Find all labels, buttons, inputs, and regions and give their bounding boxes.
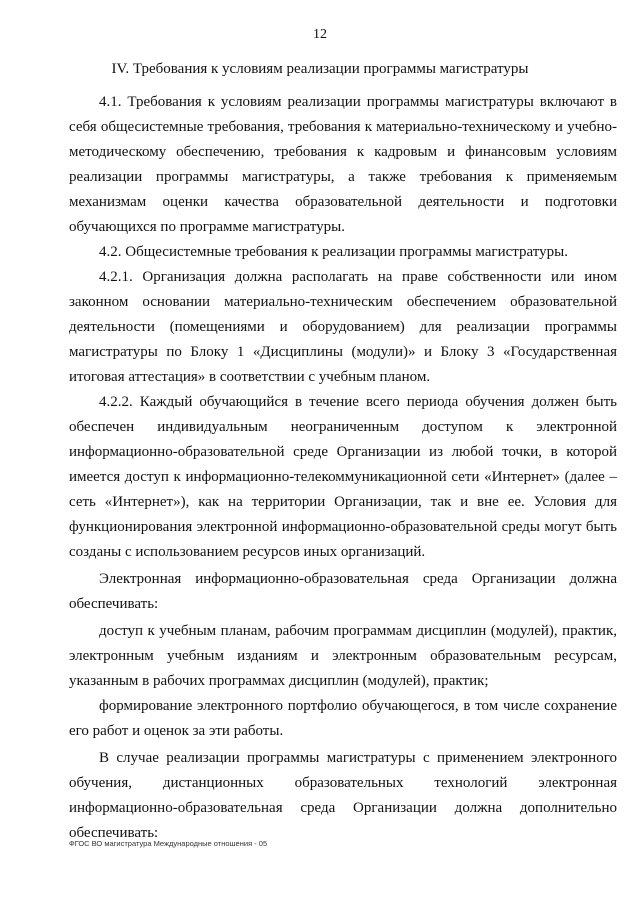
paragraph-4-2-1: 4.2.1. Организация должна располагать на праве собственности или ином законном основании материально-техническим обеспечением образовательной деятельности (помещениями и оборудованием) для реализации программы магистратуры по Блоку 1 «Дисциплины (модули)» и Блоку 3 «Государственная итоговая аттестация» в соответствии с учебным планом.	[69, 269, 617, 385]
paragraph-distance-learning: В случае реализации программы магистратуры с применением электронного обучения, дистанционных образовательных технологий электронная информационно-образовательная среда Организации должна дополнительно обеспечивать:	[69, 750, 617, 841]
document-body	[69, 90, 617, 846]
paragraph-4-2: 4.2. Общесистемные требования к реализации программы магистратуры.	[99, 244, 568, 260]
list-item-portfolio: формирование электронного портфолио обучающегося, в том числе сохранение его работ и оценок за эти работы.	[69, 698, 617, 739]
page-number: 12	[313, 27, 327, 42]
section-heading: IV. Требования к условиям реализации программы магистратуры	[111, 61, 529, 77]
paragraph-4-2-2: 4.2.2. Каждый обучающийся в течение всего периода обучения должен быть обеспечен индивидуальным неограниченным доступом к электронной информационно-образовательной среде Организации из любой точки, в которой имеется доступ к информационно-телекоммуникационной сети «Интернет» (далее – сеть «Интернет»), как на территории Организации, так и вне ее. Условия для функционирования электронной информационно-образовательной среды могут быть созданы с использованием ресурсов иных организаций.	[69, 394, 617, 560]
paragraph-eios-intro: Электронная информационно-образовательная среда Организации должна обеспечивать:	[69, 571, 617, 612]
list-item-access: доступ к учебным планам, рабочим программам дисциплин (модулей), практик, электронным учебным изданиям и электронным образовательным ресурсам, указанным в рабочих программах дисциплин (модулей), практик;	[69, 623, 617, 689]
document-footer: ФГОС ВО магистратура Международные отношения - 05	[69, 839, 268, 848]
paragraph-4-1: 4.1. Требования к условиям реализации программы магистратуры включают в себя общесистемные требования, требования к материально-техническому и учебно-методическому обеспечению, требования к кадровым и финансовым условиям реализации программы магистратуры, а также требования к применяемым механизмам оценки качества образовательной деятельности и подготовки обучающихся по программе магистратуры.	[69, 94, 617, 235]
